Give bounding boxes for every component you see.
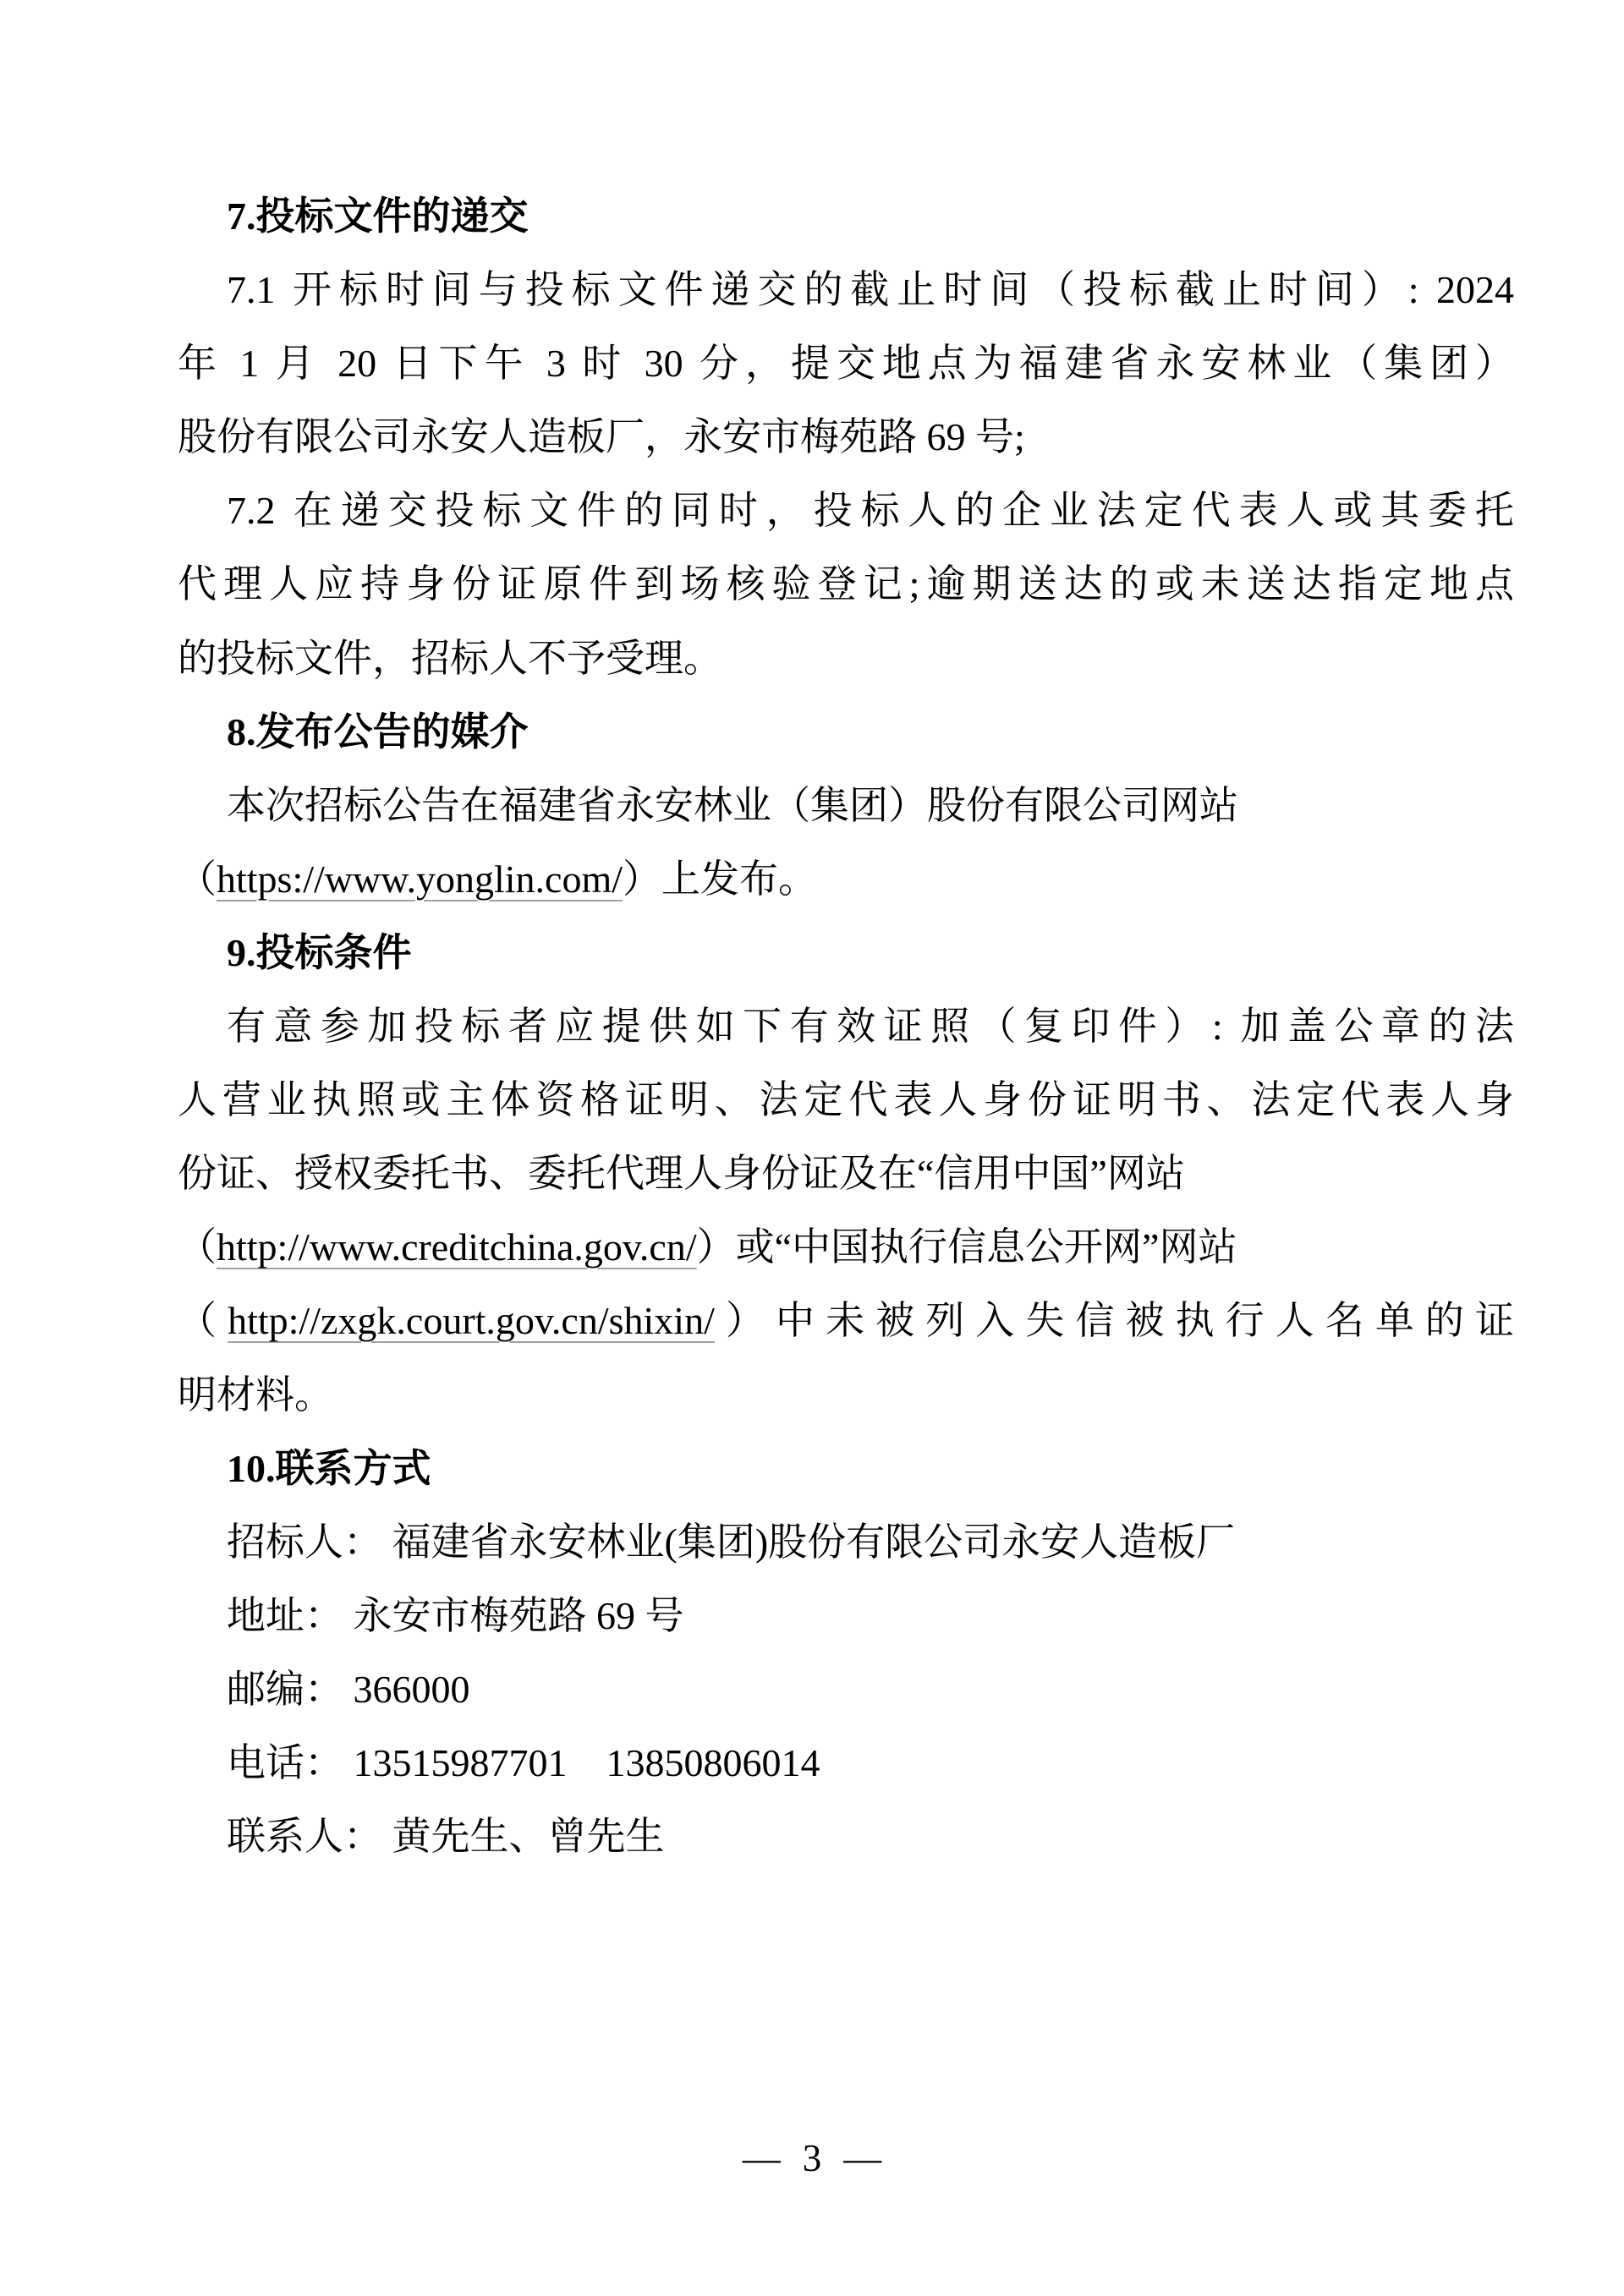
text-line	[178, 1137, 1514, 1210]
text-run: 份证、授权委托书、委托代理人身份证及在“信用中国”网站	[178, 1152, 1185, 1196]
hyperlink[interactable]: https://www.yonglin.com/	[217, 857, 623, 901]
text-line	[178, 400, 1514, 474]
text-run: ）中未被列入失信被执行人名单的证	[714, 1299, 1515, 1343]
text-line	[178, 253, 1514, 326]
text-run: 招标人： 福建省永安林业(集团)股份有限公司永安人造板厂	[227, 1520, 1236, 1564]
text-run: 本次招标公告在福建省永安林业（集团）股份有限公司网站	[227, 783, 1238, 827]
text-line	[178, 1652, 1514, 1726]
text-run: ）上发布。	[623, 857, 818, 901]
footer-dash-left: —	[742, 2137, 781, 2179]
text-line	[178, 547, 1514, 621]
text-line	[178, 1800, 1514, 1873]
section-heading	[178, 1432, 1514, 1505]
text-line	[178, 1726, 1514, 1800]
text-line	[178, 474, 1514, 547]
text-run: 9.投标条件	[227, 930, 412, 974]
page-footer	[0, 2133, 1624, 2184]
text-line	[178, 1063, 1514, 1137]
document-body	[178, 179, 1514, 1873]
text-run: （	[178, 1299, 228, 1343]
text-line	[178, 842, 1514, 916]
text-line	[178, 769, 1514, 842]
text-run: 人营业执照或主体资格证明、法定代表人身份证明书、法定代表人身	[178, 1078, 1514, 1122]
page-number: 3	[802, 2137, 822, 2179]
text-run: 明材料。	[178, 1373, 333, 1417]
footer-dash-right: —	[843, 2137, 882, 2179]
hyperlink[interactable]: http://zxgk.court.gov.cn/shixin/	[228, 1299, 715, 1343]
text-line	[178, 989, 1514, 1063]
text-run: 7.2 在递交投标文件的同时，投标人的企业法定代表人或其委托	[227, 489, 1514, 533]
text-run: 邮编： 366000	[227, 1667, 470, 1711]
text-run: 7.投标文件的递交	[227, 195, 529, 238]
text-run: （	[178, 857, 217, 901]
text-run: 8.发布公告的媒介	[227, 710, 529, 753]
text-run: 的投标文件，招标人不予受理。	[178, 636, 722, 680]
text-line	[178, 1284, 1514, 1357]
hyperlink[interactable]: http://www.creditchina.gov.cn/	[217, 1225, 697, 1269]
text-line	[178, 1579, 1514, 1652]
text-line	[178, 622, 1514, 695]
text-run: （	[178, 1225, 217, 1269]
section-heading	[178, 695, 1514, 769]
text-run: 地址： 永安市梅苑路 69 号	[227, 1593, 684, 1637]
section-heading	[178, 179, 1514, 253]
text-run: 联系人： 黄先生、曾先生	[227, 1815, 665, 1859]
text-run: 股份有限公司永安人造板厂，永安市梅苑路 69 号;	[178, 415, 1025, 459]
text-run: 有意参加投标者应提供如下有效证照（复印件）: 加盖公章的法	[227, 1005, 1514, 1049]
text-run: 年 1 月 20 日下午 3 时 30 分，提交地点为福建省永安林业（集团）	[178, 342, 1514, 386]
text-run: 电话： 13515987701 13850806014	[227, 1740, 820, 1784]
text-line	[178, 1505, 1514, 1579]
text-run: ）或“中国执行信息公开网”网站	[696, 1225, 1237, 1269]
text-run: 代理人应持身份证原件到场核验登记;逾期送达的或未送达指定地点	[178, 562, 1514, 606]
section-heading	[178, 916, 1514, 989]
text-run: 10.联系方式	[227, 1446, 431, 1490]
text-line	[178, 1358, 1514, 1432]
text-line	[178, 1210, 1514, 1284]
text-line	[178, 326, 1514, 400]
text-run: 7.1 开标时间与投标文件递交的截止时间（投标截止时间）: 2024	[227, 268, 1514, 312]
